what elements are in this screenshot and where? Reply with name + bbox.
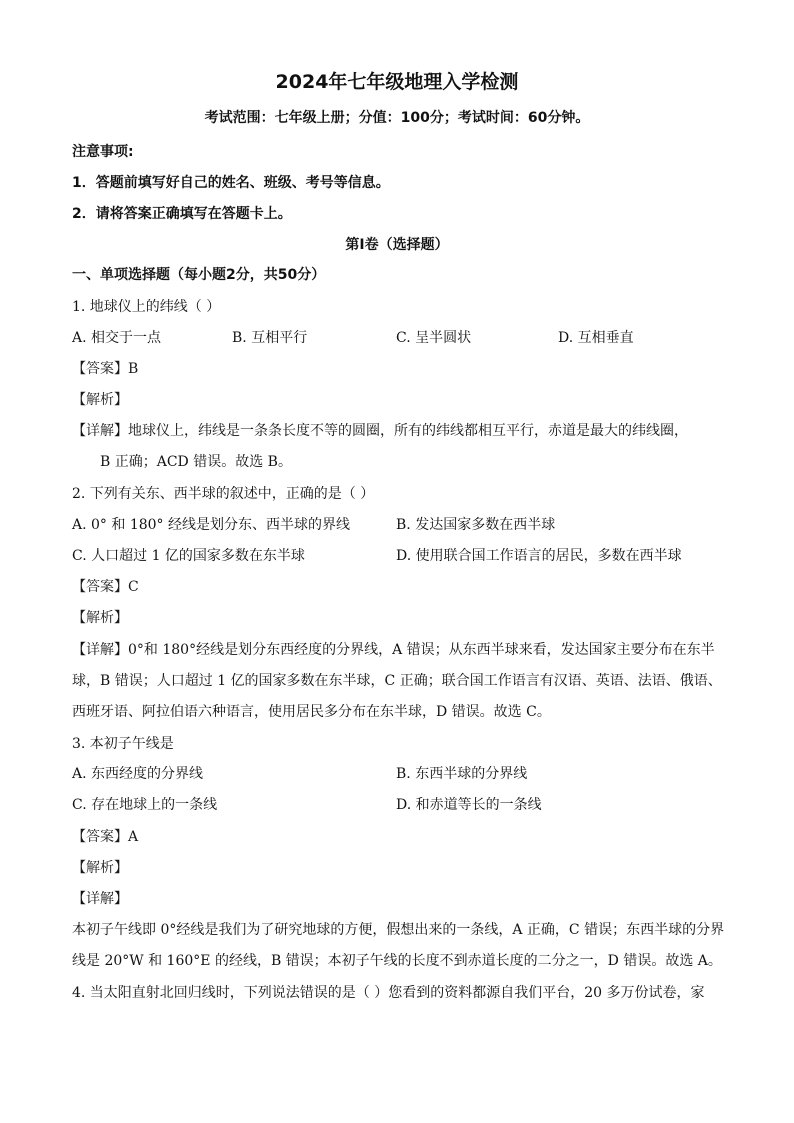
option-a: A. 相交于一点 xyxy=(72,330,162,346)
detail-text: 球，B 错误；人口超过 1 亿的国家多数在东半球，C 正确；联合国工作语言有汉语、英语、法语、俄语、 xyxy=(72,673,722,689)
option-c: C. 呈半圆状 xyxy=(396,330,472,346)
answer-label: 【答案】B xyxy=(72,361,139,377)
question-stem: 1. 地球仪上的纬线（ ） xyxy=(72,299,221,315)
detail-text: 西班牙语、阿拉伯语六种语言，使用居民多分布在东半球，D 错误。故选 C。 xyxy=(72,704,551,720)
question-stem: 2. 下列有关东、西半球的叙述中，正确的是（ ） xyxy=(72,486,375,502)
detail-text: 线是 20°W 和 160°E 的经线，B 错误；本初子午线的长度不到赤道长度的二分之一，D 错误。故选 A。 xyxy=(72,953,722,969)
section-heading: 一、单项选择题（每小题2分，共50分） xyxy=(72,267,326,283)
option-a: A. 0° 和 180° 经线是划分东、西半球的界线 xyxy=(72,517,350,533)
answer-label: 【答案】C xyxy=(72,579,139,595)
detail-text: 【详解】地球仪上，纬线是一条条长度不等的圆圈，所有的纬线都相互平行，赤道是最大的纬线圈， xyxy=(72,423,688,439)
analysis-label: 【解析】 xyxy=(72,610,128,626)
analysis-label: 【解析】 xyxy=(72,392,128,408)
exam-info: 考试范围：七年级上册；分值：100分；考试时间：60分钟。 xyxy=(204,110,590,126)
page-title: 2024年七年级地理入学检测 xyxy=(275,71,519,93)
option-a: A. 东西经度的分界线 xyxy=(72,766,204,782)
option-d: D. 互相垂直 xyxy=(558,330,634,346)
detail-text: B 正确；ACD 错误。故选 B。 xyxy=(100,454,292,470)
question-stem: 4. 当太阳直射北回归线时，下列说法错误的是（ ）您看到的资料都源自我们平台，20 多万份试卷，家 xyxy=(72,985,705,1001)
option-c: C. 存在地球上的一条线 xyxy=(72,797,218,813)
note-item-1: 1．答题前填写好自己的姓名、班级、考号等信息。 xyxy=(72,175,390,191)
notes-heading: 注意事项: xyxy=(72,144,134,160)
analysis-label: 【解析】 xyxy=(72,860,128,876)
answer-label: 【答案】A xyxy=(72,829,139,845)
detail-text: 【详解】 xyxy=(72,891,128,907)
option-d: D. 使用联合国工作语言的居民，多数在西半球 xyxy=(396,548,682,564)
option-b: B. 发达国家多数在西半球 xyxy=(396,517,556,533)
question-stem: 3. 本初子午线是 xyxy=(72,736,174,752)
volume-title: 第Ⅰ卷（选择题） xyxy=(345,237,449,253)
option-d: D. 和赤道等长的一条线 xyxy=(396,797,542,813)
option-b: B. 东西半球的分界线 xyxy=(396,766,528,782)
detail-text: 【详解】0°和 180°经线是划分东西经度的分界线，A 错误；从东西半球来看，发达国家主要分布在东半 xyxy=(72,642,715,658)
note-item-2: 2．请将答案正确填写在答题卡上。 xyxy=(72,206,292,222)
option-b: B. 互相平行 xyxy=(232,330,308,346)
option-c: C. 人口超过 1 亿的国家多数在东半球 xyxy=(72,548,305,564)
detail-text: 本初子午线即 0°经线是我们为了研究地球的方便，假想出来的一条线，A 正确，C 错误；东西半球的分界 xyxy=(72,922,725,938)
